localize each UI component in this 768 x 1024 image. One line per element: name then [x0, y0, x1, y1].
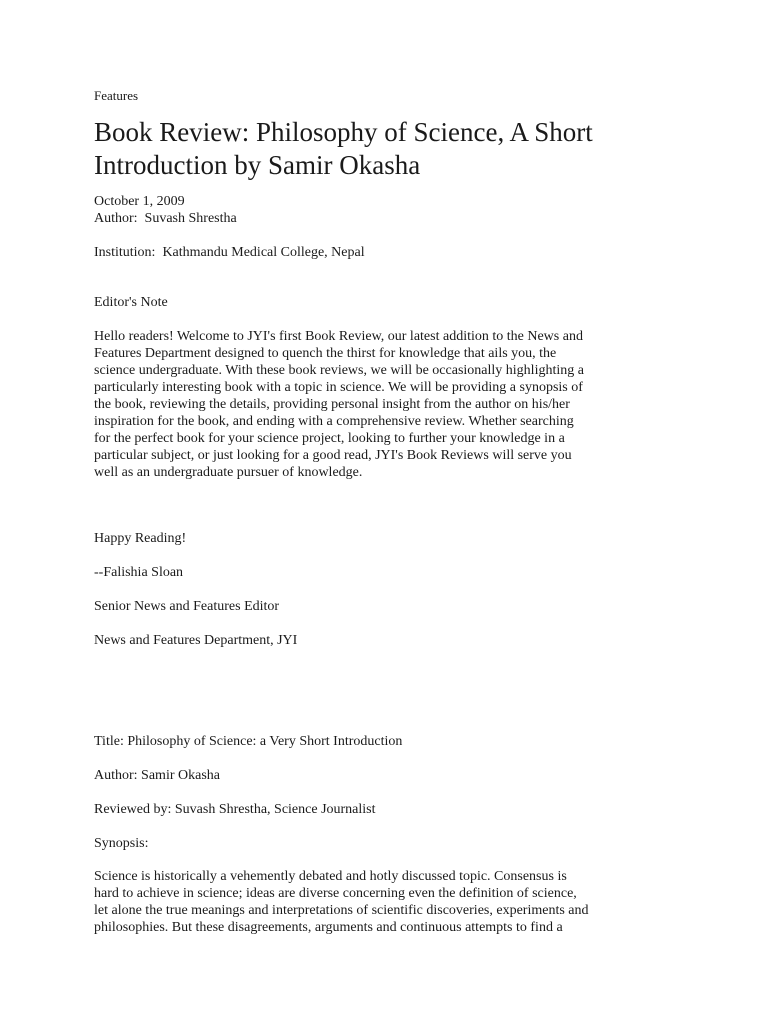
intro-line: Features Department designed to quench the thirst for knowledge that ails you, the [94, 346, 557, 361]
signature-name: --Falishia Sloan [94, 565, 184, 580]
author-line: Author: Suvash Shrestha [94, 211, 237, 226]
article-title [94, 116, 694, 182]
intro-line: for the perfect book for your science project, looking to further your knowledge in a [94, 431, 565, 446]
synopsis-heading: Synopsis: [94, 836, 149, 851]
reviewed-by-line: Reviewed by: Suvash Shrestha, Science Journalist [94, 802, 376, 817]
synopsis-line: hard to achieve in science; ideas are diverse concerning even the definition of science, [94, 886, 577, 901]
synopsis-line: let alone the true meanings and interpretations of scientific discoveries, experiments and [94, 903, 589, 918]
publish-date: October 1, 2009 [94, 194, 185, 209]
signature-title: Senior News and Features Editor [94, 599, 280, 614]
intro-line: well as an undergraduate pursuer of knowledge. [94, 465, 363, 480]
section-label: Features [94, 88, 139, 103]
book-title-line: Title: Philosophy of Science: a Very Short Introduction [94, 734, 403, 749]
synopsis-paragraph [94, 868, 684, 936]
intro-line: Hello readers! Welcome to JYI's first Book Review, our latest addition to the News and [94, 329, 583, 344]
editors-note-heading: Editor's Note [94, 295, 168, 310]
institution-line: Institution: Kathmandu Medical College, Nepal [94, 245, 365, 260]
intro-line: particularly interesting book with a topic in science. We will be providing a synopsis of [94, 380, 583, 395]
article-title-line: Introduction by Samir Okasha [94, 150, 421, 180]
intro-paragraph [94, 328, 684, 481]
intro-line: science undergraduate. With these book reviews, we will be occasionally highlighting a [94, 363, 584, 378]
synopsis-line: philosophies. But these disagreements, arguments and continuous attempts to find a [94, 920, 563, 935]
intro-line: inspiration for the book, and ending with a comprehensive review. Whether searching [94, 414, 574, 429]
article-title-line: Book Review: Philosophy of Science, A Short [94, 117, 593, 147]
intro-line: the book, reviewing the details, providing personal insight from the author on his/her [94, 397, 570, 412]
signature-department: News and Features Department, JYI [94, 633, 298, 648]
synopsis-line: Science is historically a vehemently debated and hotly discussed topic. Consensus is [94, 869, 567, 884]
intro-line: particular subject, or just looking for a good read, JYI's Book Reviews will serve you [94, 448, 572, 463]
book-author-line: Author: Samir Okasha [94, 768, 220, 783]
happy-reading: Happy Reading! [94, 531, 187, 546]
